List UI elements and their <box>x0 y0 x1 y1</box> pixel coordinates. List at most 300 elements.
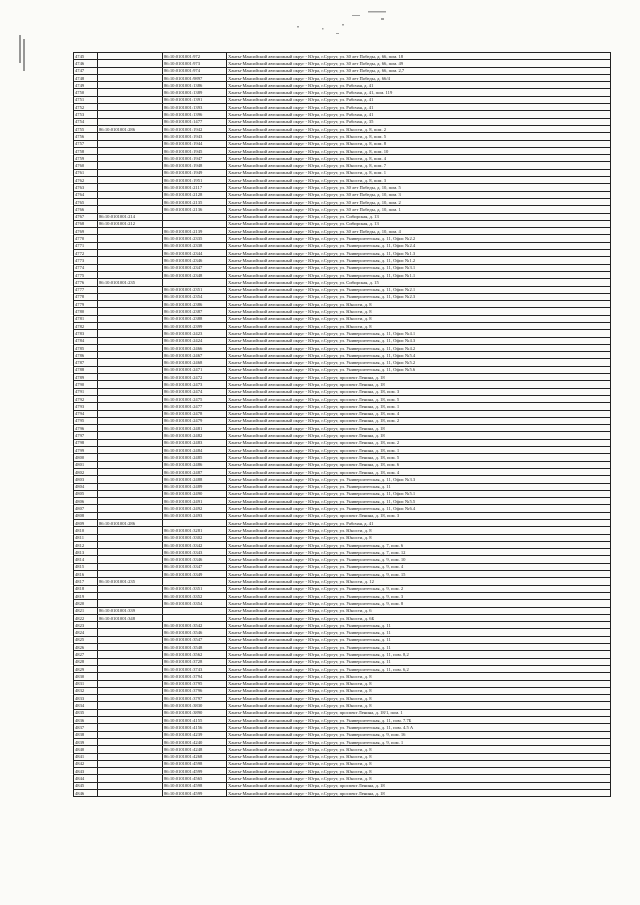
address-cell: Ханты-Мансийский автономный округ - Югра, г.Сургут, ул. Университетская, д. 11, Офис №5.1 <box>227 490 611 497</box>
table-row <box>74 220 611 227</box>
cadastral-number-cell <box>163 614 227 621</box>
cadastral-number-cell: 86:10:0101001:2478 <box>163 410 227 417</box>
address-cell: Ханты-Мансийский автономный округ - Югра, г.Сургут, ул. Университетская, д. 11, Офис №1.1 <box>227 271 611 278</box>
table-row <box>74 768 611 775</box>
cadastral-number-cell: 86:10:0101001:2472 <box>163 374 227 381</box>
row-number-cell: 4782 <box>74 322 98 329</box>
table-row <box>74 607 611 614</box>
row-number-cell: 4774 <box>74 264 98 271</box>
parent-cadastral-cell <box>98 301 163 308</box>
address-cell: Ханты-Мансийский автономный округ - Югра, г.Сургут, ул. Юности, д. 8, пом. 5 <box>227 133 611 140</box>
table-row <box>74 447 611 454</box>
cadastral-number-cell: 86:10:0101001:2473 <box>163 381 227 388</box>
parent-cadastral-cell <box>98 53 163 60</box>
row-number-cell: 4757 <box>74 140 98 147</box>
row-number-cell: 4813 <box>74 549 98 556</box>
cadastral-number-cell: 86:10:0101001:2479 <box>163 417 227 424</box>
parent-cadastral-cell <box>98 250 163 257</box>
row-number-cell: 4748 <box>74 74 98 81</box>
row-number-cell: 4840 <box>74 746 98 753</box>
address-cell: Ханты-Мансийский автономный округ - Югра, г.Сургут, ул. Университетская, д. 11, Офис №5.6 <box>227 366 611 373</box>
cadastral-number-cell: 86:10:0101001:3830 <box>163 702 227 709</box>
parent-cadastral-cell <box>98 600 163 607</box>
parent-cadastral-cell <box>98 191 163 198</box>
address-cell: Ханты-Мансийский автономный округ - Югра, г.Сургут, проспект Ленина, д. 18 <box>227 782 611 789</box>
address-cell: Ханты-Мансийский автономный округ - Югра, г.Сургут, ул. Университетская, д. 11, Офис №3.3 <box>227 476 611 483</box>
cadastral-number-cell: 86:10:0101001:3349 <box>163 571 227 578</box>
address-cell: Ханты-Мансийский автономный округ - Югра, г.Сургут, ул. Университетская, д. 11, Офис №1.3 <box>227 250 611 257</box>
table-row <box>74 155 611 162</box>
table-row <box>74 133 611 140</box>
address-cell: Ханты-Мансийский автономный округ - Югра, г.Сургут, ул. Университетская, д. 11 <box>227 629 611 636</box>
address-cell: Ханты-Мансийский автономный округ - Югра, г.Сургут, ул. Университетская, д. 9, пом. 10 <box>227 556 611 563</box>
row-number-cell: 4810 <box>74 527 98 534</box>
table-row <box>74 198 611 205</box>
parent-cadastral-cell <box>98 702 163 709</box>
parent-cadastral-cell <box>98 104 163 111</box>
row-number-cell: 4812 <box>74 541 98 548</box>
parent-cadastral-cell <box>98 760 163 767</box>
parent-cadastral-cell <box>98 468 163 475</box>
cadastral-number-cell: 86:10:0101001:1389 <box>163 89 227 96</box>
parent-cadastral-cell <box>98 417 163 424</box>
row-number-cell: 4751 <box>74 96 98 103</box>
address-cell: Ханты-Мансийский автономный округ - Югра, г.Сургут, ул. Юности, д. 8 <box>227 301 611 308</box>
address-cell: Ханты-Мансийский автономный округ - Югра, г.Сургут, ул. 30 лет Победы, д. 66, пом. 2,7 <box>227 67 611 74</box>
row-number-cell: 4771 <box>74 242 98 249</box>
table-row <box>74 746 611 753</box>
address-cell: Ханты-Мансийский автономный округ - Югра, г.Сургут, ул. Рабочая, д. 41 <box>227 82 611 89</box>
table-row <box>74 213 611 220</box>
address-cell: Ханты-Мансийский автономный округ - Югра, г.Сургут, ул. Университетская, д. 9, пом. 8 <box>227 600 611 607</box>
table-row <box>74 549 611 556</box>
cadastral-number-cell: 86:10:0101001:2351 <box>163 286 227 293</box>
row-number-cell: 4767 <box>74 213 98 220</box>
parent-cadastral-cell <box>98 724 163 731</box>
cadastral-number-cell: 86:10:0101001:2335 <box>163 235 227 242</box>
address-cell: Ханты-Мансийский автономный округ - Югра, г.Сургут, ул. Юности, д. 8 <box>227 534 611 541</box>
address-cell: Ханты-Мансийский автономный округ - Югра, г.Сургут, проспект Ленина, д. 18, пом. 3 <box>227 388 611 395</box>
parent-cadastral-cell <box>98 242 163 249</box>
cadastral-number-cell: 86:10:0101001:2139 <box>163 228 227 235</box>
row-number-cell: 4789 <box>74 374 98 381</box>
cadastral-number-cell: 86:10:0101001:1951 <box>163 177 227 184</box>
parent-cadastral-cell <box>98 89 163 96</box>
address-cell: Ханты-Мансийский автономный округ - Югра, г.Сургут, ул. Юности, д. 8 <box>227 673 611 680</box>
cadastral-number-cell: 86:10:0101001:2136 <box>163 206 227 213</box>
cadastral-number-cell: 86:10:0101001:1393 <box>163 104 227 111</box>
cadastral-number-cell: 86:10:0101001:3347 <box>163 563 227 570</box>
cadastral-number-cell: 86:10:0101001:2347 <box>163 264 227 271</box>
row-number-cell: 4756 <box>74 133 98 140</box>
cadastral-number-cell: 86:10:0101001:3302 <box>163 534 227 541</box>
address-cell: Ханты-Мансийский автономный округ - Югра, г.Сургут, ул. 30 лет Победы, д. 10, пом. 5 <box>227 184 611 191</box>
table-row <box>74 534 611 541</box>
row-number-cell: 4799 <box>74 447 98 454</box>
parent-cadastral-cell <box>98 162 163 169</box>
cadastral-number-cell: 86:10:0101001:1942 <box>163 125 227 132</box>
row-number-cell: 4804 <box>74 483 98 490</box>
table-row <box>74 96 611 103</box>
row-number-cell: 4800 <box>74 454 98 461</box>
cadastral-number-cell: 86:10:0101001:2493 <box>163 512 227 519</box>
cadastral-number-cell: 86:10:0101001:2466 <box>163 344 227 351</box>
cadastral-number-cell <box>163 220 227 227</box>
cadastral-number-cell: 86:10:0101001:2348 <box>163 271 227 278</box>
table-row <box>74 490 611 497</box>
table-row <box>74 301 611 308</box>
cadastral-number-cell: 86:10:0101001:2487 <box>163 468 227 475</box>
row-number-cell: 4759 <box>74 155 98 162</box>
parent-cadastral-cell <box>98 177 163 184</box>
table-row <box>74 293 611 300</box>
table-row <box>74 622 611 629</box>
cadastral-number-cell: 86:10:0101001:2471 <box>163 366 227 373</box>
cadastral-number-cell: 86:10:0101001:1477 <box>163 118 227 125</box>
parent-cadastral-cell <box>98 527 163 534</box>
address-cell: Ханты-Мансийский автономный округ - Югра, г.Сургут, ул. Университетская, д. 11, пом. 7.7Б <box>227 717 611 724</box>
cadastral-number-cell: 86:10:0101001:3346 <box>163 556 227 563</box>
table-row <box>74 614 611 621</box>
cadastral-number-cell: 86:10:0101001:2475 <box>163 395 227 402</box>
address-cell: Ханты-Мансийский автономный округ - Югра, г.Сургут, проспект Ленина, д. 18 <box>227 425 611 432</box>
cadastral-number-cell: 86:10:0101001:974 <box>163 67 227 74</box>
table-row <box>74 476 611 483</box>
address-cell: Ханты-Мансийский автономный округ - Югра, г.Сургут, ул. 30 лет Победы, д. 10, пом. 1 <box>227 206 611 213</box>
address-cell: Ханты-Мансийский автономный округ - Югра, г.Сургут, ул. Университетская, д. 11, пом. 6,2 <box>227 665 611 672</box>
address-cell: Ханты-Мансийский автономный округ - Югра, г.Сургут, ул. Университетская, д. 9, пом. 16 <box>227 731 611 738</box>
parent-cadastral-cell <box>98 505 163 512</box>
table-row <box>74 82 611 89</box>
row-number-cell: 4808 <box>74 512 98 519</box>
cadastral-number-cell: 86:10:0101001:3743 <box>163 665 227 672</box>
row-number-cell: 4846 <box>74 789 98 796</box>
row-number-cell: 4760 <box>74 162 98 169</box>
scan-artifact-marks <box>0 0 640 60</box>
table-row <box>74 169 611 176</box>
table-row <box>74 330 611 337</box>
row-number-cell: 4836 <box>74 717 98 724</box>
row-number-cell: 4803 <box>74 476 98 483</box>
cadastral-number-cell: 86:10:0101001:3795 <box>163 680 227 687</box>
row-number-cell: 4745 <box>74 53 98 60</box>
table-row <box>74 366 611 373</box>
parent-cadastral-cell <box>98 571 163 578</box>
table-row <box>74 461 611 468</box>
address-cell: Ханты-Мансийский автономный округ - Югра, г.Сургут, ул. Рабочая, д. 41 <box>227 96 611 103</box>
parent-cadastral-cell <box>98 687 163 694</box>
table-row <box>74 177 611 184</box>
cadastral-number-cell: 86:10:0101001:2477 <box>163 403 227 410</box>
parent-cadastral-cell <box>98 133 163 140</box>
address-cell: Ханты-Мансийский автономный округ - Югра, г.Сургут, ул. Юности, д. 8 <box>227 768 611 775</box>
parent-cadastral-cell: 86:10:0101001:235 <box>98 279 163 286</box>
parent-cadastral-cell <box>98 746 163 753</box>
cadastral-number-cell <box>163 279 227 286</box>
parent-cadastral-cell <box>98 155 163 162</box>
parent-cadastral-cell <box>98 366 163 373</box>
parent-cadastral-cell <box>98 549 163 556</box>
table-row <box>74 344 611 351</box>
address-cell: Ханты-Мансийский автономный округ - Югра, г.Сургут, ул. Юности, д. 8 <box>227 687 611 694</box>
cadastral-number-cell: 86:10:0101001:4565 <box>163 775 227 782</box>
table-row <box>74 242 611 249</box>
table-row <box>74 571 611 578</box>
parent-cadastral-cell: 86:10:0101001:286 <box>98 520 163 527</box>
parent-cadastral-cell <box>98 410 163 417</box>
address-cell: Ханты-Мансийский автономный округ - Югра, г.Сургут, проспект Ленина, д. 18, пом. 2 <box>227 439 611 446</box>
parent-cadastral-cell <box>98 556 163 563</box>
parent-cadastral-cell <box>98 359 163 366</box>
cadastral-number-cell: 86:10:0101001:3354 <box>163 600 227 607</box>
address-cell: Ханты-Мансийский автономный округ - Югра, г.Сургут, ул. Юности, д. 12 <box>227 578 611 585</box>
table-row <box>74 104 611 111</box>
cadastral-number-cell: 86:10:0101001:3796 <box>163 687 227 694</box>
address-cell: Ханты-Мансийский автономный округ - Югра, г.Сургут, проспект Ленина, д. 18 <box>227 789 611 796</box>
table-row <box>74 125 611 132</box>
cadastral-number-cell: 86:10:0101001:2489 <box>163 483 227 490</box>
row-number-cell: 4828 <box>74 658 98 665</box>
cadastral-number-cell: 86:10:0101001:2486 <box>163 461 227 468</box>
table-row <box>74 498 611 505</box>
table-row <box>74 184 611 191</box>
row-number-cell: 4798 <box>74 439 98 446</box>
cadastral-number-cell: 86:10:0101001:2386 <box>163 301 227 308</box>
table-row <box>74 118 611 125</box>
parent-cadastral-cell <box>98 147 163 154</box>
table-row <box>74 403 611 410</box>
cadastral-number-cell: 86:10:0101001:2399 <box>163 322 227 329</box>
address-cell: Ханты-Мансийский автономный округ - Югра, г.Сургут, ул. Сибирская, д. 13 <box>227 213 611 220</box>
table-row <box>74 644 611 651</box>
address-cell: Ханты-Мансийский автономный округ - Югра, г.Сургут, проспект Ленина, д. 18, пом. 1 <box>227 403 611 410</box>
cadastral-number-cell: 86:10:0101001:973 <box>163 60 227 67</box>
address-cell: Ханты-Мансийский автономный округ - Югра, г.Сургут, ул. Университетская, д. 9, пом. 2 <box>227 585 611 592</box>
parent-cadastral-cell <box>98 738 163 745</box>
cadastral-register-table <box>73 52 611 797</box>
cadastral-number-cell: 86:10:0101001:1947 <box>163 155 227 162</box>
parent-cadastral-cell <box>98 184 163 191</box>
parent-cadastral-cell: 86:10:0101001:212 <box>98 220 163 227</box>
parent-cadastral-cell <box>98 352 163 359</box>
address-cell: Ханты-Мансийский автономный округ - Югра, г.Сургут, проспект Ленина, д. 18 <box>227 381 611 388</box>
row-number-cell: 4787 <box>74 359 98 366</box>
address-cell: Ханты-Мансийский автономный округ - Югра, г.Сургут, ул. Юности, д. 8, пом. 4 <box>227 155 611 162</box>
row-number-cell: 4772 <box>74 250 98 257</box>
parent-cadastral-cell: 86:10:0101001:286 <box>98 125 163 132</box>
parent-cadastral-cell: 86:10:0101001:214 <box>98 213 163 220</box>
cadastral-number-cell: 86:10:0101001:3562 <box>163 651 227 658</box>
table-row <box>74 89 611 96</box>
cadastral-number-cell: 86:10:0101001:2117 <box>163 184 227 191</box>
cadastral-number-cell <box>163 213 227 220</box>
cadastral-number-cell: 86:10:0101001:2481 <box>163 425 227 432</box>
address-cell: Ханты-Мансийский автономный округ - Югра, г.Сургут, ул. Университетская, д. 11, Офис №4.1 <box>227 330 611 337</box>
cadastral-number-cell: 86:10:0101001:4248 <box>163 746 227 753</box>
cadastral-number-cell: 86:10:0101001:4240 <box>163 738 227 745</box>
address-cell: Ханты-Мансийский автономный округ - Югра, г.Сургут, ул. Юности, д. 8, пом. 1 <box>227 169 611 176</box>
parent-cadastral-cell <box>98 198 163 205</box>
row-number-cell: 4833 <box>74 695 98 702</box>
cadastral-number-cell: 86:10:0101001:2483 <box>163 439 227 446</box>
table-row <box>74 308 611 315</box>
address-cell: Ханты-Мансийский автономный округ - Югра, г.Сургут, ул. Юности, д. 8 <box>227 775 611 782</box>
row-number-cell: 4805 <box>74 490 98 497</box>
table-row <box>74 556 611 563</box>
address-cell: Ханты-Мансийский автономный округ - Югра, г.Сургут, ул. Университетская, д. 11 <box>227 658 611 665</box>
table-row <box>74 731 611 738</box>
parent-cadastral-cell <box>98 709 163 716</box>
address-cell: Ханты-Мансийский автономный округ - Югра, г.Сургут, ул. Университетская, д. 9, пом. 3 <box>227 592 611 599</box>
row-number-cell: 4764 <box>74 191 98 198</box>
cadastral-number-cell: 86:10:0101001:2423 <box>163 330 227 337</box>
row-number-cell: 4746 <box>74 60 98 67</box>
table-row <box>74 439 611 446</box>
table-row <box>74 775 611 782</box>
row-number-cell: 4823 <box>74 622 98 629</box>
address-cell: Ханты-Мансийский автономный округ - Югра, г.Сургут, ул. Юности, д. 8 <box>227 753 611 760</box>
binder-hole-marks <box>18 35 28 75</box>
parent-cadastral-cell <box>98 447 163 454</box>
cadastral-number-cell: 86:10:0101001:2387 <box>163 308 227 315</box>
row-number-cell: 4790 <box>74 381 98 388</box>
address-cell: Ханты-Мансийский автономный округ - Югра, г.Сургут, ул. Университетская, д. 11 <box>227 636 611 643</box>
parent-cadastral-cell <box>98 82 163 89</box>
table-row <box>74 257 611 264</box>
address-cell: Ханты-Мансийский автономный округ - Югра, г.Сургут, ул. Университетская, д. 11 <box>227 622 611 629</box>
parent-cadastral-cell <box>98 498 163 505</box>
row-number-cell: 4769 <box>74 228 98 235</box>
row-number-cell: 4826 <box>74 644 98 651</box>
address-cell: Ханты-Мансийский автономный округ - Югра, г.Сургут, ул. Университетская, д. 11, Офис №2.2 <box>227 235 611 242</box>
cadastral-number-cell: 86:10:0101001:1396 <box>163 111 227 118</box>
row-number-cell: 4830 <box>74 673 98 680</box>
table-row <box>74 782 611 789</box>
parent-cadastral-cell <box>98 395 163 402</box>
row-number-cell: 4835 <box>74 709 98 716</box>
table-row <box>74 425 611 432</box>
table-row <box>74 286 611 293</box>
table-row <box>74 687 611 694</box>
address-cell: Ханты-Мансийский автономный округ - Югра, г.Сургут, проспект Ленина, д. 18/1, пом. 1 <box>227 709 611 716</box>
table-row <box>74 191 611 198</box>
cadastral-number-cell: 86:10:0101001:3281 <box>163 527 227 534</box>
row-number-cell: 4792 <box>74 395 98 402</box>
cadastral-number-cell: 86:10:0101001:4598 <box>163 760 227 767</box>
cadastral-number-cell: 86:10:0101001:3342 <box>163 541 227 548</box>
parent-cadastral-cell <box>98 60 163 67</box>
table-row <box>74 74 611 81</box>
parent-cadastral-cell <box>98 789 163 796</box>
cadastral-number-cell: 86:10:0101001:2491 <box>163 498 227 505</box>
row-number-cell: 4780 <box>74 308 98 315</box>
table-row <box>74 162 611 169</box>
table-row <box>74 563 611 570</box>
row-number-cell: 4783 <box>74 330 98 337</box>
cadastral-number-cell: 86:10:0101001:4156 <box>163 724 227 731</box>
address-cell: Ханты-Мансийский автономный округ - Югра, г.Сургут, ул. Рабочая, д. 41, пом. 119 <box>227 89 611 96</box>
table-row <box>74 388 611 395</box>
row-number-cell: 4749 <box>74 82 98 89</box>
row-number-cell: 4841 <box>74 753 98 760</box>
address-cell: Ханты-Мансийский автономный округ - Югра, г.Сургут, ул. Рабочая, д. 41 <box>227 520 611 527</box>
table-row <box>74 271 611 278</box>
table-row <box>74 592 611 599</box>
cadastral-number-cell <box>163 578 227 585</box>
row-number-cell: 4762 <box>74 177 98 184</box>
address-cell: Ханты-Мансийский автономный округ - Югра, г.Сургут, ул. Университетская, д. 9, пом. 15 <box>227 571 611 578</box>
table-row <box>74 454 611 461</box>
cadastral-number-cell: 86:10:0101001:1948 <box>163 162 227 169</box>
cadastral-number-cell: 86:10:0101001:3546 <box>163 629 227 636</box>
table-row <box>74 315 611 322</box>
row-number-cell: 4832 <box>74 687 98 694</box>
address-cell: Ханты-Мансийский автономный округ - Югра, г.Сургут, проспект Ленина, д. 18, пом. 1 <box>227 447 611 454</box>
address-cell: Ханты-Мансийский автономный округ - Югра, г.Сургут, ул. Университетская, д. 11, Офис №5.2 <box>227 359 611 366</box>
cadastral-number-cell: 86:10:0101001:3548 <box>163 644 227 651</box>
row-number-cell: 4829 <box>74 665 98 672</box>
row-number-cell: 4777 <box>74 286 98 293</box>
address-cell: Ханты-Мансийский автономный округ - Югра, г.Сургут, ул. Юности, д. 8 <box>227 527 611 534</box>
address-cell: Ханты-Мансийский автономный округ - Югра, г.Сургут, ул. Рабочая, д. 41 <box>227 104 611 111</box>
row-number-cell: 4815 <box>74 563 98 570</box>
parent-cadastral-cell <box>98 425 163 432</box>
address-cell: Ханты-Мансийский автономный округ - Югра, г.Сургут, проспект Ленина, д. 18 <box>227 432 611 439</box>
parent-cadastral-cell <box>98 293 163 300</box>
cadastral-number-cell: 86:10:0101001:2468 <box>163 359 227 366</box>
table-row <box>74 337 611 344</box>
address-cell: Ханты-Мансийский автономный округ - Югра, г.Сургут, ул. Университетская, д. 7, пом. 6 <box>227 541 611 548</box>
cadastral-number-cell: 86:10:0101001:3542 <box>163 622 227 629</box>
table-row <box>74 724 611 731</box>
parent-cadastral-cell <box>98 264 163 271</box>
row-number-cell: 4755 <box>74 125 98 132</box>
cadastral-number-cell: 86:10:0101001:1945 <box>163 147 227 154</box>
cadastral-number-cell: 86:10:0101001:2490 <box>163 490 227 497</box>
address-cell: Ханты-Мансийский автономный округ - Югра, г.Сургут, ул. Университетская, д. 11, Офис №4.2 <box>227 344 611 351</box>
cadastral-number-cell: 86:10:0101001:4599 <box>163 768 227 775</box>
row-number-cell: 4794 <box>74 410 98 417</box>
row-number-cell: 4788 <box>74 366 98 373</box>
parent-cadastral-cell <box>98 403 163 410</box>
parent-cadastral-cell <box>98 67 163 74</box>
cadastral-number-cell: 86:10:0101001:2346 <box>163 257 227 264</box>
address-cell: Ханты-Мансийский автономный округ - Югра, г.Сургут, ул. Юности, д. 8 <box>227 315 611 322</box>
address-cell: Ханты-Мансийский автономный округ - Югра, г.Сургут, ул. Юности, д. 6 <box>227 607 611 614</box>
address-cell: Ханты-Мансийский автономный округ - Югра, г.Сургут, ул. Университетская, д. 11, пом. 8,2 <box>227 651 611 658</box>
address-cell: Ханты-Мансийский автономный округ - Югра, г.Сургут, ул. Юности, д. 8, пом. 7 <box>227 162 611 169</box>
address-cell: Ханты-Мансийский автономный округ - Югра, г.Сургут, ул. Юности, д. 8 <box>227 746 611 753</box>
row-number-cell: 4831 <box>74 680 98 687</box>
row-number-cell: 4785 <box>74 344 98 351</box>
address-cell: Ханты-Мансийский автономный округ - Югра, г.Сургут, ул. Университетская, д. 9, пом. 1 <box>227 738 611 745</box>
cadastral-number-cell <box>163 607 227 614</box>
table-row <box>74 228 611 235</box>
cadastral-number-cell: 86:10:0101001:2484 <box>163 447 227 454</box>
row-number-cell: 4776 <box>74 279 98 286</box>
address-cell: Ханты-Мансийский автономный округ - Югра, г.Сургут, ул. Университетская, д. 11 <box>227 644 611 651</box>
parent-cadastral-cell <box>98 432 163 439</box>
row-number-cell: 4775 <box>74 271 98 278</box>
table-row <box>74 417 611 424</box>
row-number-cell: 4825 <box>74 636 98 643</box>
cadastral-number-cell: 86:10:0101001:2135 <box>163 198 227 205</box>
cadastral-number-cell: 86:10:0101001:3890 <box>163 709 227 716</box>
row-number-cell: 4839 <box>74 738 98 745</box>
parent-cadastral-cell <box>98 483 163 490</box>
parent-cadastral-cell <box>98 271 163 278</box>
cadastral-number-cell: 86:10:0101001:3547 <box>163 636 227 643</box>
